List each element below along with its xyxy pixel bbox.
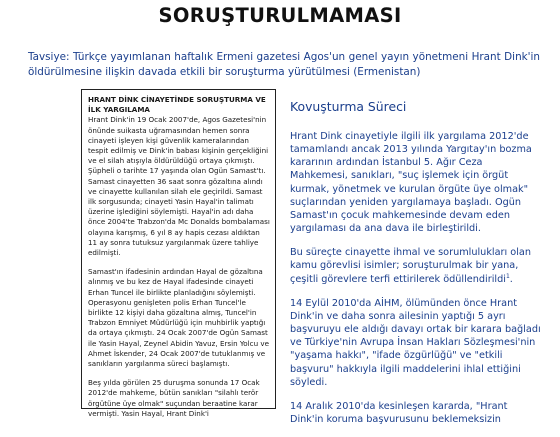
body-paragraph: Hrant Dink cinayetiyle ilgili ilk yargılama 2012'de tamamlandı ancak 2013 yılında Yargıtay'ın bozma kararının ardından İstanbul 5. Ağır Ceza Mahkemesi, sanıkları, "suç işlemek için örgüt kurmak, yönetmek ve kurulan örgüte üye olmak" suçlarından yeniden yargılamaya başladı. Ogün Samast'ın çocuk mahkemesinde devam eden yargılaması da ana dava ile birleştirildi. bbox=[290, 131, 532, 235]
box-heading: HRANT DİNK CİNAYETİNDE SORUŞTURMA VE İLK YARGILAMA bbox=[88, 95, 266, 115]
body-paragraph bbox=[290, 246, 542, 285]
section-heading: Kovuşturma Süreci bbox=[290, 99, 407, 114]
footnote-ref[interactable]: 1 bbox=[505, 272, 510, 280]
main-column bbox=[290, 100, 542, 437]
sidebar-box bbox=[81, 89, 276, 418]
body-text: . bbox=[509, 273, 513, 285]
box-paragraph: Samast'ın ifadesinin ardından Hayal de gözaltına alınmış ve bu kez de Hayal ifadesinde cinayeti Erhan Tuncel ile birlikte planladığını söylemişti. Operasyonu genişleten polis Erhan Tuncel'le birlikte 12 kişiyi daha gözaltına almış, Tuncel'in Trabzon Emniyet Müdürlüğü için muhbirlik yaptığı da ortaya çıkmıştı. 24 Ocak 2007'de Ogün Samast ile Yasin Hayal, Zeynel Abidin Yavuz, Ersin Yolcu ve Ahmet İskender, 24 Ocak 2007'de tutuklanmış ve sanıkların yargılanma süreci başlamıştı. bbox=[88, 267, 269, 369]
body-text: Bu süreçte cinayette ihmal ve sorumlulukları olan kamu görevlisi isimler; soruşturulmak bir yana, çeşitli görevlere terfi ettirilerek ödüllendirildi bbox=[290, 247, 531, 285]
page-title: SORUŞTURULMAMASI bbox=[158, 4, 402, 27]
box-paragraph: Hrant Dink'in 19 Ocak 2007'de, Agos Gazetesi'nin önünde suikasta uğramasından hemen sonra cinayeti işleyen kişi güvenlik kameralarından tespit edilmiş ve Dink'in babası kişinin gerçekliğini ve el silah atışıyla öldürüldüğü ortaya çıkmıştı. Şüpheli o tarihte 17 yaşında olan Ogün Samast'tı. Samast cinayetten 36 saat sonra gözaltına alındı ve cinayette kullanılan silah ele geçirildi. Samast ilk sorgusunda; cinayeti Yasin Hayal'in talimatı üzerine işlediğini söylemişti. Hayal'in adı daha önce 2004'te Trabzon'da Mc Donalds bombalaması olayına karışmış, 6 yıl 8 ay hapis cezası aldıktan 11 ay sonra tutuksuz yargılanmak üzere tahliye edilmişti. bbox=[88, 115, 270, 258]
body-paragraph: 14 Aralık 2010'da kesinleşen kararda, "Hrant Dink'in koruma başvurusunu beklemeksizin bbox=[290, 400, 508, 425]
body-paragraph: 14 Eylül 2010'da AİHM, ölümünden önce Hrant Dink'in ve daha sonra ailesinin yaptığı 5 ayrı başvuruyu ele aldığı davayı ortak bir karara bağladı ve Türkiye'nin Avrupa İnsan Hakları Sözleşmesi'nin "yaşama hakkı", "ifade özgürlüğü" ve "etkili başvuru" hakkıyla ilgili maddelerini ihlal ettiğini söyledi. bbox=[290, 297, 541, 388]
recommendation-text: Tavsiye: Türkçe yayımlanan haftalık Ermeni gazetesi Agos'un genel yayın yönetmeni Hrant Dink'in öldürülmesine ilişkin davada etkili bir soruşturma yürütülmesi (Ermenistan) bbox=[28, 51, 540, 78]
box-paragraph: Beş yılda görülen 25 duruşma sonunda 17 Ocak 2012'de mahkeme, bütün sanıkları "silahlı terör örgütüne üye olmak" suçundan beraatine karar vermişti. Yasin Hayal, Hrant Dink'i bbox=[88, 378, 260, 418]
